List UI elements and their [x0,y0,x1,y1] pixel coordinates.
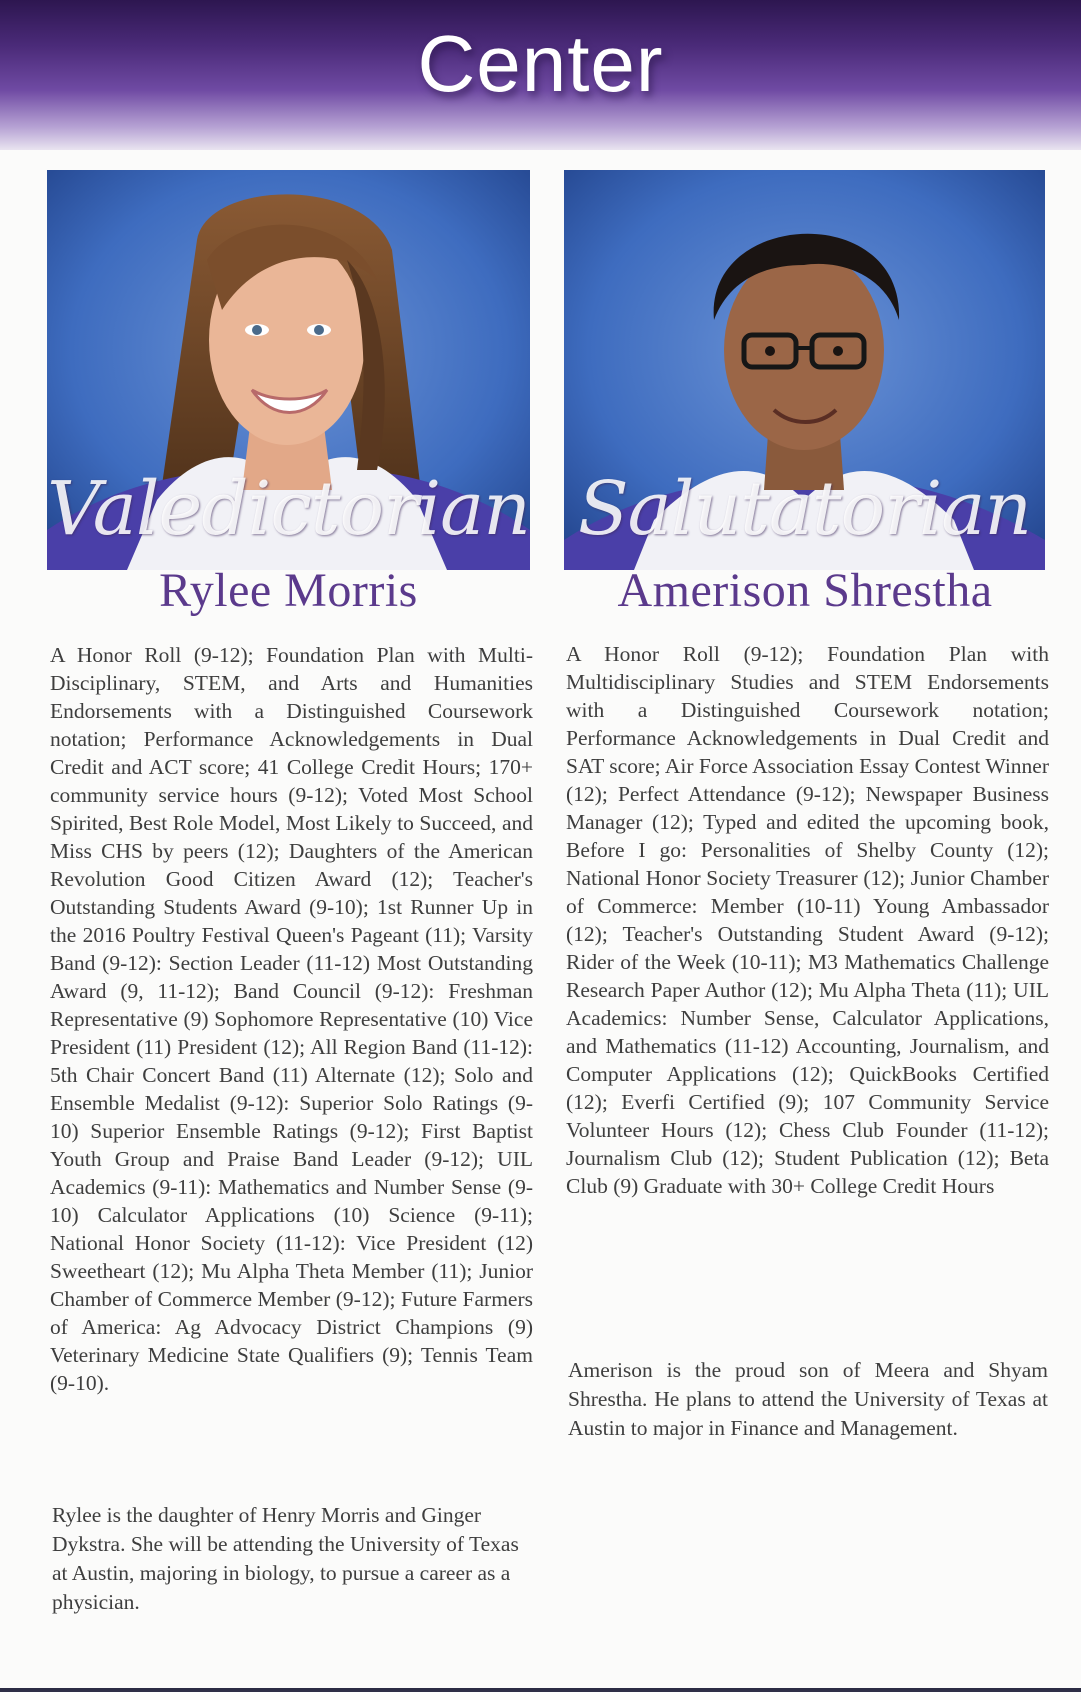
valedictorian-family-plans: Rylee is the daughter of Henry Morris and Ginger Dykstra. She will be attending the University of Texas at Austin, majoring in biology, to pursue a career as a physician. [52,1503,519,1614]
salutatorian-achievements: A Honor Roll (9-12); Foundation Plan with Multidisciplinary Studies and STEM Endorsements with a Distinguished Coursework notation; Performance Acknowledgements in Dual Credit and SAT score; Air Force Association Essay Contest Winner (12); Perfect Attendance (9-12); Newspaper Business Manager (12); Typed and edited the upcoming book, Before I go: Personalities of Shelby County (12); National Honor Society Treasurer (12); Junior Chamber of Commerce: Member (10-11) Young Ambassador (12); Teacher's Outstanding Student Award (9-12); Rider of the Week (10-11); M3 Mathematics Challenge Research Paper Author (12); Mu Alpha Theta (11); UIL Academics: Number Sense, Calculator Applications, and Mathematics (11-12) Accounting, Journalism, and Computer Applications (12); QuickBooks Certified (12); Everfi Certified (9); 107 Community Service Volunteer Hours (12); Chess Club Founder (11-12); Journalism Club (12); Student Publication (12); Beta Club (9) Graduate with 30+ College Credit Hours [566,642,1049,1198]
valedictorian-portrait [47,170,530,570]
salutatorian-name: Amerison Shrestha [617,564,993,617]
page-header-banner [0,0,1081,150]
salutatorian-family-plans: Amerison is the proud son of Meera and Shyam Shrestha. He plans to attend the University of Texas at Austin to major in Finance and Management. [568,1358,1048,1440]
salutatorian-portrait [564,170,1045,570]
page-bottom-rule [0,1688,1081,1692]
valedictorian-achievements: A Honor Roll (9-12); Foundation Plan with Multi-Disciplinary, STEM, and Arts and Humanities Endorsements with a Distinguished Coursework notation; Performance Acknowledgements in Dual Credit and ACT score; 41 College Credit Hours; 170+ community service hours (9-12); Voted Most School Spirited, Best Role Model, Most Likely to Succeed, and Miss CHS by peers (12); Daughters of the American Revolution Good Citizen Award (12); Teacher's Outstanding Students Award (9-10); 1st Runner Up in the 2016 Poultry Festival Queen's Pageant (11); Varsity Band (9-12): Section Leader (11-12) Most Outstanding Award (9, 11-12); Band Council (9-12): Freshman Representative (9) Sophomore Representative (10) Vice President (11) President (12); All Region Band (11-12): 5th Chair Concert Band (11) Alternate (12); Solo and Ensemble Medalist (9-12): Superior Solo Ratings (9-10) Superior Ensemble Ratings (9-12); First Baptist Youth Group and Praise Band Leader (9-12); UIL Academics (9-11): Mathematics and Number Sense (9-10) Calculator Applications (10) Science (9-11); National Honor Society (11-12): Vice President (12) Sweetheart (12); Mu Alpha Theta Member (11); Junior Chamber of Commerce Member (9-12); Future Farmers of America: Ag Advocacy District Champions (9) Veterinary Medicine State Qualifiers (9); Tennis Team (9-10). [50,643,533,1395]
page-title: Center [417,19,664,108]
salutatorian-script-label: Salutatorian [577,466,1032,552]
valedictorian-name: Rylee Morris [159,564,418,617]
valedictorian-script-label: Valedictorian [47,466,530,552]
